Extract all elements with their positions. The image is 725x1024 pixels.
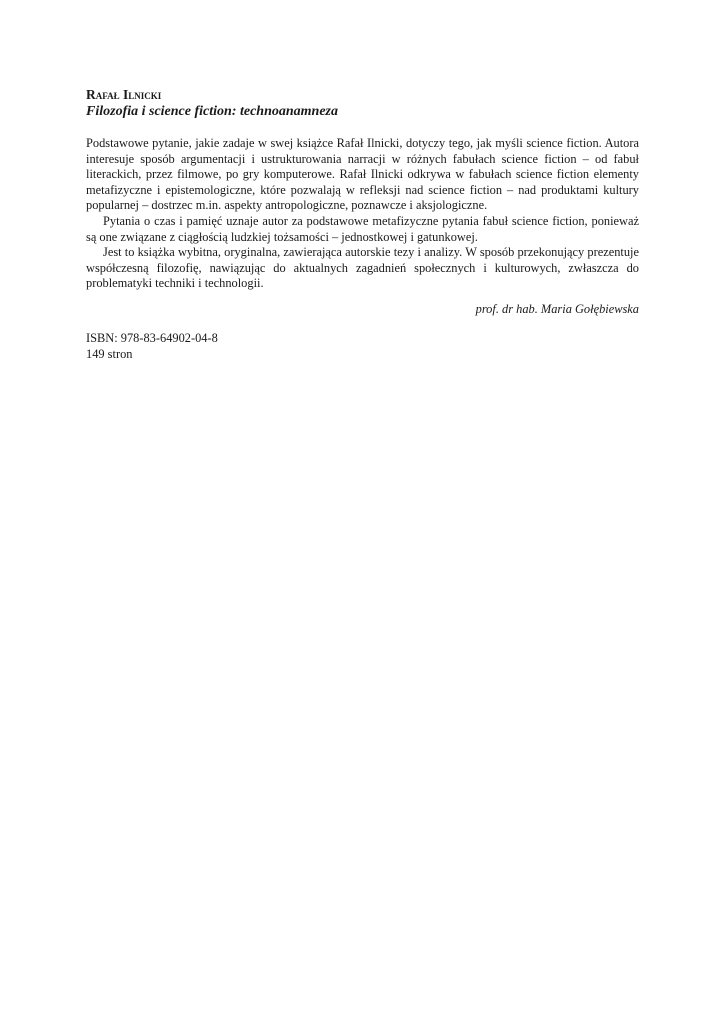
description-paragraph-3: Jest to książka wybitna, oryginalna, zawierająca autorskie tezy i analizy. W sposób przekonujący prezentuje współczesną filozofię, nawiązując do aktualnych zagadnień społecznych i kulturowych, zwłaszcza do problematyki techniki i technologii. <box>86 245 639 291</box>
description-paragraph-2: Pytania o czas i pamięć uznaje autor za podstawowe metafizyczne pytania fabuł science fiction, ponieważ są one związane z ciągłością ludzkiej tożsamości – jednostkowej i gatunkowej. <box>86 213 639 244</box>
publication-info <box>86 331 639 362</box>
isbn-text: ISBN: 978-83-64902-04-8 <box>86 330 218 345</box>
book-title: Filozofia i science fiction: technoanamneza <box>86 104 338 119</box>
book-note <box>86 86 639 362</box>
description-paragraph-1: Podstawowe pytanie, jakie zadaje w swej książce Rafał Ilnicki, dotyczy tego, jak myśli science fiction. Autora interesuje sposób argumentacji i ustrukturowania narracji w różnych fabułach science fiction – od fabuł literackich, przez filmowe, po gry komputerowe. Rafał Ilnicki odkrywa w fabułach science fiction elementy metafizyczne i epistemologiczne, które pozwalają w refleksji nad science fiction – nad produktami kultury popularnej – dostrzec m.in. aspekty antropologiczne, poznawcze i aksjologiczne. <box>86 136 639 213</box>
reviewer-signature: prof. dr hab. Maria Gołębiewska <box>475 301 639 316</box>
author-name: Rafał Ilnicki <box>86 87 162 102</box>
page-count-text: 149 stron <box>86 346 133 361</box>
